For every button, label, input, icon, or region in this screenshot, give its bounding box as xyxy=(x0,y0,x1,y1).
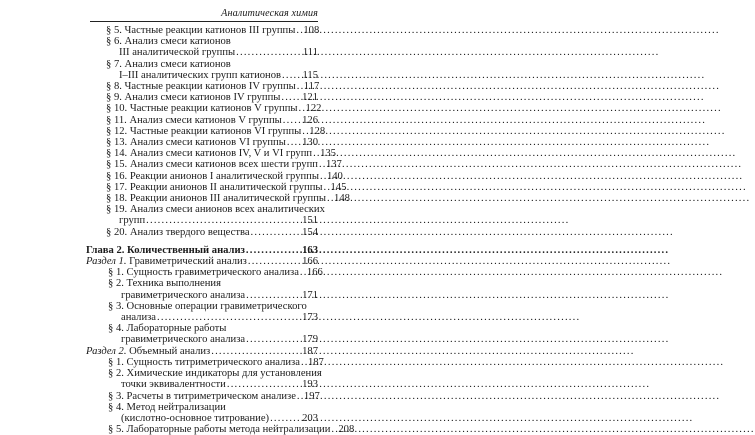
toc-page-number: 197 xyxy=(303,390,320,402)
toc-entry-text: § 17. Реакции анионов II аналитической группы xyxy=(106,181,323,193)
toc-page-number: 151 xyxy=(302,215,318,227)
leader-dots xyxy=(297,81,303,92)
leader-dots xyxy=(300,267,306,278)
toc-entry-text: § 1. Сущность титриметрического анализа xyxy=(108,356,300,368)
leader-dots xyxy=(297,391,303,402)
toc-entry[interactable] xyxy=(86,137,318,148)
toc-page-number: 111 xyxy=(302,47,318,59)
toc-entry[interactable] xyxy=(86,103,322,115)
toc-page-number: 203 xyxy=(302,412,318,424)
toc-entry[interactable] xyxy=(86,323,318,345)
toc-entry-text: § 10. Частные реакции катионов V группы xyxy=(106,103,298,115)
toc-entry-text: § 7. Анализ смеси катионов xyxy=(106,58,231,70)
toc-page-number: 166 xyxy=(306,267,323,279)
toc-entry[interactable] xyxy=(86,36,318,58)
leader-dots xyxy=(281,92,301,103)
leader-dots xyxy=(296,25,302,36)
toc-entry[interactable] xyxy=(86,267,323,279)
toc-page-number: 187 xyxy=(302,345,318,357)
toc-page-number: 145 xyxy=(330,181,347,193)
toc-entry-text: § 4. Метод нейтрализации xyxy=(108,401,226,413)
leader-dots xyxy=(270,413,301,424)
toc-entry-text: § 11. Анализ смеси катионов V группы xyxy=(106,114,282,126)
toc-entry-text: § 5. Частные реакции катионов III группы xyxy=(106,25,296,36)
toc-entry-text: § 5. Лабораторные работы метода нейтрализации xyxy=(108,424,331,435)
section-title: Гравиметрический анализ xyxy=(129,256,247,268)
toc-page-number: 128 xyxy=(309,125,326,137)
toc-page-number: 163 xyxy=(302,244,318,256)
toc-entry[interactable] xyxy=(86,25,318,36)
toc-page-number: 130 xyxy=(302,137,318,149)
table-of-contents xyxy=(86,25,355,435)
toc-entry[interactable] xyxy=(86,193,350,205)
toc-page-number: 117 xyxy=(303,81,320,93)
toc-page-number: 154 xyxy=(302,226,318,238)
leader-dots xyxy=(146,215,301,226)
toc-page-number: 187 xyxy=(307,356,324,368)
toc-entry-text: § 20. Анализ твердого вещества xyxy=(106,226,250,238)
toc-page-number: 173 xyxy=(302,312,318,324)
leader-dots xyxy=(246,245,301,256)
toc-page-number: 135 xyxy=(320,148,336,160)
toc-entry-text-cont: (кислотно-основное титрование) xyxy=(121,412,270,424)
toc-entry-text: § 19. Анализ смеси анионов всех аналитических xyxy=(106,204,325,216)
toc-entry-text: § 14. Анализ смеси катионов IV, V и VI групп xyxy=(106,148,313,160)
leader-dots xyxy=(331,424,337,435)
toc-entry-text-cont: анализа xyxy=(121,312,157,324)
toc-entry[interactable] xyxy=(86,278,318,300)
leader-dots xyxy=(251,227,302,238)
leader-dots xyxy=(302,126,308,137)
toc-entry[interactable] xyxy=(86,368,322,391)
toc-entry[interactable] xyxy=(86,227,318,238)
chapter-title: Глава 2. Количественный анализ xyxy=(86,244,245,256)
leader-dots xyxy=(157,312,301,323)
toc-page-number: 179 xyxy=(302,334,318,346)
leader-dots xyxy=(248,256,301,267)
leader-dots xyxy=(211,346,301,357)
toc-entry[interactable] xyxy=(86,204,325,227)
toc-entry-text: § 2. Техника выполнения xyxy=(108,278,221,290)
toc-entry[interactable] xyxy=(86,92,318,103)
toc-section[interactable] xyxy=(86,346,318,357)
toc-entry-text: § 13. Анализ смеси катионов VI группы xyxy=(106,137,286,149)
leader-dots xyxy=(327,193,333,204)
leader-dots xyxy=(227,379,301,390)
toc-entry-text-cont: точки эквивалентности xyxy=(121,379,226,391)
toc-entry[interactable] xyxy=(86,125,326,137)
toc-entry-text: § 9. Анализ смеси катионов IV группы xyxy=(106,92,281,104)
leader-dots xyxy=(236,47,302,58)
toc-entry-text-cont: гравиметрического анализа xyxy=(121,289,246,301)
toc-page-number: 208 xyxy=(338,424,355,435)
toc-entry-text-cont: гравиметрического анализа xyxy=(121,334,246,346)
leader-dots xyxy=(313,148,319,159)
leader-dots xyxy=(246,290,301,301)
toc-entry-text: § 2. Химические индикаторы для установления xyxy=(108,368,322,380)
toc-entry[interactable] xyxy=(86,59,318,81)
section-title: Объемный анализ xyxy=(129,345,211,357)
toc-entry-text: § 3. Расчеты в титриметрическом анализе xyxy=(108,390,296,402)
toc-entry[interactable] xyxy=(86,391,318,402)
toc-entry[interactable] xyxy=(86,181,347,193)
toc-entry-text: § 4. Лабораторные работы xyxy=(108,323,227,335)
toc-page-number: 140 xyxy=(326,170,343,182)
running-head-title: Аналитическая химия xyxy=(221,8,318,19)
leader-dots xyxy=(282,70,302,81)
leader-dots xyxy=(287,137,301,148)
toc-entry-text-cont: групп xyxy=(119,215,146,227)
toc-entry-text: § 12. Частные реакции катионов VI группы xyxy=(106,125,302,137)
toc-entry-text: § 18. Реакции анионов III аналитической группы xyxy=(106,193,327,205)
leader-dots xyxy=(246,334,301,345)
toc-entry-text: § 6. Анализ смеси катионов xyxy=(106,36,231,48)
leader-dots xyxy=(299,103,305,114)
leader-dots xyxy=(319,159,325,170)
toc-page-number: 148 xyxy=(334,193,350,205)
running-head xyxy=(90,4,318,22)
toc-entry[interactable] xyxy=(86,159,342,171)
toc-entry[interactable] xyxy=(86,424,355,435)
toc-entry[interactable] xyxy=(86,402,318,424)
toc-entry-text-cont: III аналитической группы xyxy=(119,47,236,59)
toc-entry[interactable] xyxy=(86,115,318,126)
section-label: Раздел 2. xyxy=(86,345,127,357)
toc-entry-text: § 8. Частные реакции катионов IV группы xyxy=(106,81,296,93)
toc-section[interactable] xyxy=(86,256,318,267)
leader-dots xyxy=(323,182,329,193)
toc-entry[interactable] xyxy=(86,81,318,92)
leader-dots xyxy=(301,357,307,368)
toc-page-number: 108 xyxy=(303,25,320,36)
toc-entry-text: § 3. Основные операции гравиметрического xyxy=(108,300,307,312)
toc-page-number: 193 xyxy=(302,379,318,391)
toc-page-number: 166 xyxy=(302,256,318,268)
toc-entry[interactable] xyxy=(86,356,324,368)
toc-entry[interactable] xyxy=(86,148,336,160)
toc-entry-text-cont: I–III аналитических групп катионов xyxy=(119,69,281,81)
leader-dots xyxy=(283,115,301,126)
toc-page-number: 171 xyxy=(302,289,318,301)
section-label: Раздел 1. xyxy=(86,256,127,268)
toc-page-number: 121 xyxy=(302,92,318,104)
toc-entry-text: § 16. Реакции анионов I аналитической группы xyxy=(106,170,319,182)
leader-dots xyxy=(320,171,326,182)
toc-page-number: 137 xyxy=(325,159,342,171)
toc-entry[interactable] xyxy=(86,301,318,323)
toc-page-number: 122 xyxy=(305,103,322,115)
toc-entry-text: § 15. Анализ смеси катионов всех шести групп xyxy=(106,159,318,171)
toc-chapter[interactable] xyxy=(86,245,318,256)
toc-entry-text: § 1. Сущность гравиметрического анализа xyxy=(108,267,299,279)
toc-page-number: 126 xyxy=(302,114,318,126)
toc-entry[interactable] xyxy=(86,170,343,182)
toc-page-number: 115 xyxy=(302,69,318,81)
